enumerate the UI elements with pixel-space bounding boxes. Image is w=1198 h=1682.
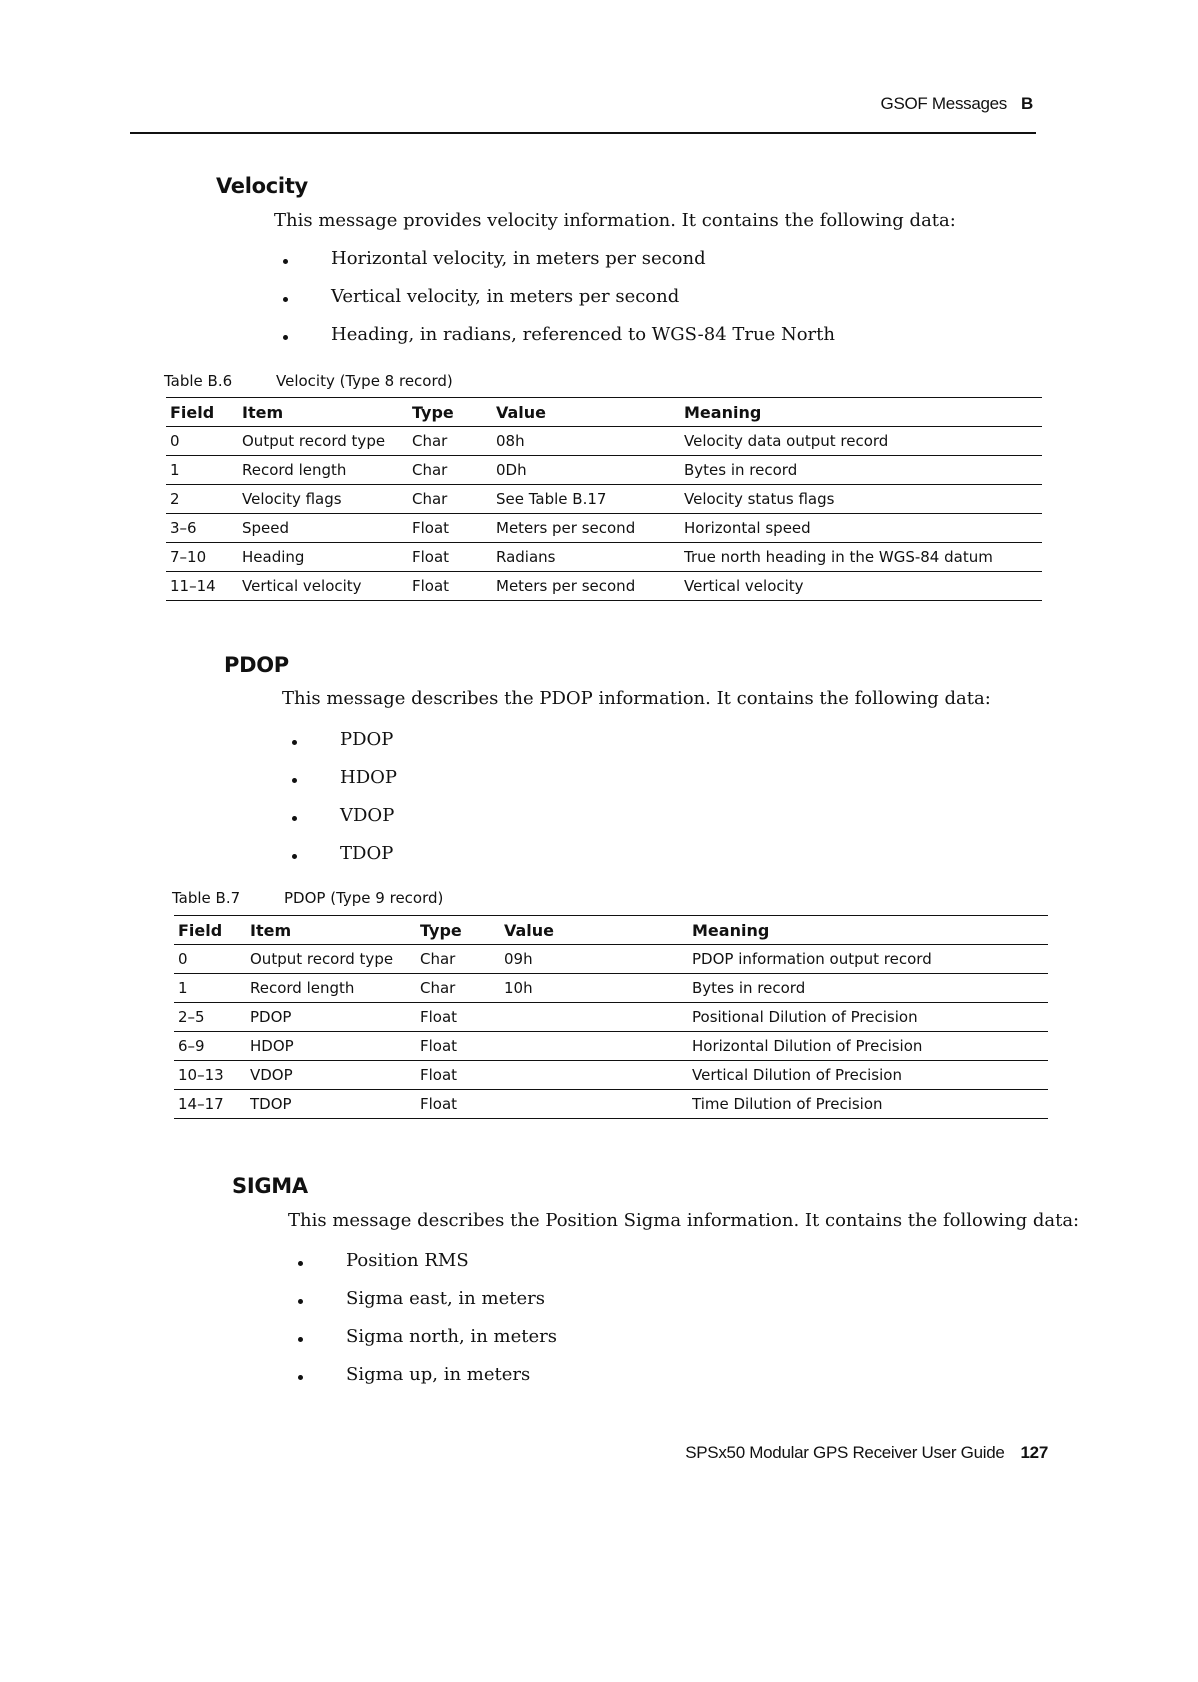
column-header: Value bbox=[504, 920, 555, 940]
velocity-bullet-list bbox=[281, 248, 835, 362]
table-cell: PDOP information output record bbox=[692, 950, 932, 968]
table-row bbox=[174, 1090, 1048, 1119]
table-cell: 11–14 bbox=[170, 577, 216, 595]
table-row bbox=[174, 974, 1048, 1003]
table-cell: Char bbox=[412, 432, 448, 450]
table-cell: 2 bbox=[170, 490, 180, 508]
list-item: Sigma north, in meters bbox=[296, 1326, 557, 1364]
table-cell: 10h bbox=[504, 979, 533, 997]
table-cell: Output record type bbox=[242, 432, 386, 450]
header-section-title: GSOF Messages bbox=[880, 94, 1008, 113]
table-cell: Vertical velocity bbox=[684, 577, 804, 595]
table-caption bbox=[164, 372, 453, 390]
table-cell: Time Dilution of Precision bbox=[692, 1095, 883, 1113]
table-number: Table B.7 bbox=[172, 889, 241, 907]
table-cell: 1 bbox=[170, 461, 180, 479]
table-cell: PDOP bbox=[250, 1008, 292, 1026]
list-item: HDOP bbox=[290, 767, 397, 805]
table-row bbox=[174, 1061, 1048, 1090]
table-cell: Float bbox=[420, 1008, 458, 1026]
page-footer bbox=[600, 1443, 1048, 1463]
column-header: Meaning bbox=[684, 402, 762, 422]
table-cell: Float bbox=[412, 519, 450, 537]
table-cell: 14–17 bbox=[178, 1095, 224, 1113]
list-item: Sigma east, in meters bbox=[296, 1288, 557, 1326]
table-cell: 08h bbox=[496, 432, 525, 450]
velocity-intro: This message provides velocity information. It contains the following data: bbox=[274, 210, 956, 231]
table-cell: Velocity status flags bbox=[684, 490, 835, 508]
velocity-heading: Velocity bbox=[216, 174, 308, 198]
table-cell: Horizontal speed bbox=[684, 519, 811, 537]
table-row bbox=[174, 945, 1048, 974]
header-chapter-letter: B bbox=[1021, 94, 1033, 113]
table-cell: Char bbox=[412, 490, 448, 508]
sigma-heading: SIGMA bbox=[232, 1174, 308, 1198]
table-cell: TDOP bbox=[250, 1095, 292, 1113]
table-row bbox=[166, 427, 1042, 456]
table-header-row bbox=[166, 398, 1042, 427]
table-cell: Heading bbox=[242, 548, 305, 566]
pdop-bullet-list bbox=[290, 729, 397, 881]
table-cell: Float bbox=[420, 1066, 458, 1084]
table-header-row bbox=[174, 916, 1048, 945]
table-cell: Output record type bbox=[250, 950, 394, 968]
page-header bbox=[130, 92, 1036, 134]
sigma-bullet-list bbox=[296, 1250, 557, 1402]
table-cell: Velocity flags bbox=[242, 490, 342, 508]
table-cell: Meters per second bbox=[496, 519, 636, 537]
table-cell: Char bbox=[420, 979, 456, 997]
table-caption bbox=[172, 889, 443, 907]
table-cell: Vertical Dilution of Precision bbox=[692, 1066, 902, 1084]
table-cell: Char bbox=[420, 950, 456, 968]
table-cell: Record length bbox=[242, 461, 347, 479]
list-item: Position RMS bbox=[296, 1250, 557, 1288]
pdop-table bbox=[174, 915, 1048, 1119]
table-cell: 2–5 bbox=[178, 1008, 205, 1026]
table-cell: Radians bbox=[496, 548, 556, 566]
list-item: Horizontal velocity, in meters per second bbox=[281, 248, 835, 286]
pdop-heading: PDOP bbox=[224, 653, 289, 677]
table-cell: Float bbox=[420, 1037, 458, 1055]
table-row bbox=[166, 572, 1042, 601]
list-item: PDOP bbox=[290, 729, 397, 767]
footer-guide-title: SPSx50 Modular GPS Receiver User Guide bbox=[685, 1443, 1005, 1462]
table-title: Velocity (Type 8 record) bbox=[276, 372, 453, 390]
table-cell: 7–10 bbox=[170, 548, 207, 566]
table-row bbox=[174, 1032, 1048, 1061]
table-cell: 0 bbox=[178, 950, 188, 968]
table-cell: 0Dh bbox=[496, 461, 527, 479]
table-cell: Record length bbox=[250, 979, 355, 997]
table-title: PDOP (Type 9 record) bbox=[284, 889, 444, 907]
table-row bbox=[166, 543, 1042, 572]
list-item: VDOP bbox=[290, 805, 397, 843]
list-item: Vertical velocity, in meters per second bbox=[281, 286, 835, 324]
table-cell: Velocity data output record bbox=[684, 432, 889, 450]
pdop-intro: This message describes the PDOP information. It contains the following data: bbox=[282, 688, 991, 709]
table-cell: True north heading in the WGS-84 datum bbox=[684, 548, 993, 566]
table-row bbox=[174, 1003, 1048, 1032]
running-head bbox=[881, 94, 1033, 114]
table-cell: 10–13 bbox=[178, 1066, 224, 1084]
list-item: Heading, in radians, referenced to WGS-84 True North bbox=[281, 324, 835, 362]
table-cell: Speed bbox=[242, 519, 290, 537]
table-cell: Bytes in record bbox=[684, 461, 798, 479]
table-cell: Horizontal Dilution of Precision bbox=[692, 1037, 923, 1055]
table-cell: 09h bbox=[504, 950, 533, 968]
list-item: TDOP bbox=[290, 843, 397, 881]
page-number: 127 bbox=[1020, 1443, 1048, 1462]
table-cell: Meters per second bbox=[496, 577, 636, 595]
table-cell: Float bbox=[420, 1095, 458, 1113]
table-row bbox=[166, 514, 1042, 543]
table-row bbox=[166, 485, 1042, 514]
table-number: Table B.6 bbox=[164, 372, 233, 390]
column-header: Type bbox=[420, 920, 462, 940]
velocity-table bbox=[166, 397, 1042, 601]
column-header: Meaning bbox=[692, 920, 770, 940]
table-cell: VDOP bbox=[250, 1066, 293, 1084]
column-header: Item bbox=[242, 402, 284, 422]
list-item: Sigma up, in meters bbox=[296, 1364, 557, 1402]
table-cell: 0 bbox=[170, 432, 180, 450]
table-cell: Positional Dilution of Precision bbox=[692, 1008, 918, 1026]
column-header: Field bbox=[178, 920, 223, 940]
table-cell: 6–9 bbox=[178, 1037, 205, 1055]
table-cell: Float bbox=[412, 548, 450, 566]
table-cell: See Table B.17 bbox=[496, 490, 607, 508]
column-header: Item bbox=[250, 920, 292, 940]
table-cell: Float bbox=[412, 577, 450, 595]
column-header: Field bbox=[170, 402, 215, 422]
sigma-intro: This message describes the Position Sigma information. It contains the following data: bbox=[288, 1210, 1080, 1231]
table-cell: 3–6 bbox=[170, 519, 197, 537]
table-cell: 1 bbox=[178, 979, 188, 997]
table-cell: HDOP bbox=[250, 1037, 294, 1055]
table-cell: Char bbox=[412, 461, 448, 479]
table-row bbox=[166, 456, 1042, 485]
table-cell: Bytes in record bbox=[692, 979, 806, 997]
table-cell: Vertical velocity bbox=[242, 577, 362, 595]
column-header: Type bbox=[412, 402, 454, 422]
column-header: Value bbox=[496, 402, 547, 422]
